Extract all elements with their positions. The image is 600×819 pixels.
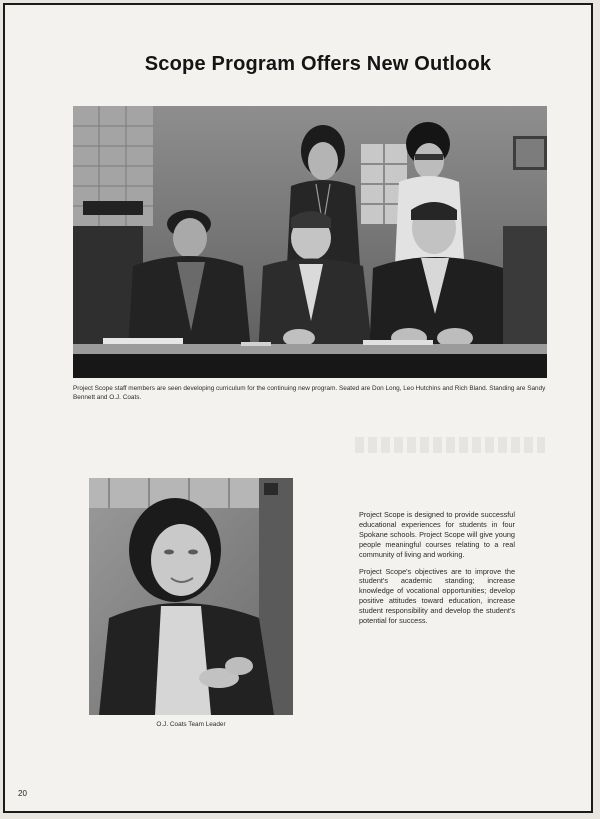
article-body xyxy=(359,510,515,633)
team-leader-portrait xyxy=(89,478,293,715)
bleed-through-text xyxy=(355,437,545,453)
yearbook-page xyxy=(3,3,593,813)
body-paragraph-1: Project Scope is designed to provide successful educational experiences for students in four Spokane schools. Project Scope will give young people meaningful courses relating to a real community of living and working. xyxy=(359,510,515,559)
group-photo-caption: Project Scope staff members are seen developing curriculum for the continuing new program. Seated are Don Long, Leo Hutchins and Rich Bland. Standing are Sandy Bennett and O.J. Coats. xyxy=(73,385,546,401)
portrait-caption: O.J. Coats Team Leader xyxy=(156,721,226,728)
staff-group-photo xyxy=(73,106,547,378)
page-number: 20 xyxy=(18,789,27,798)
body-paragraph-2: Project Scope's objectives are to improve the student's academic standing; increase knowledge of vocational opportunities; develop positive attitudes toward education, increase student responsibility and develop the student's potential for success. xyxy=(359,566,515,626)
page-title: Scope Program Offers New Outlook xyxy=(144,53,492,75)
